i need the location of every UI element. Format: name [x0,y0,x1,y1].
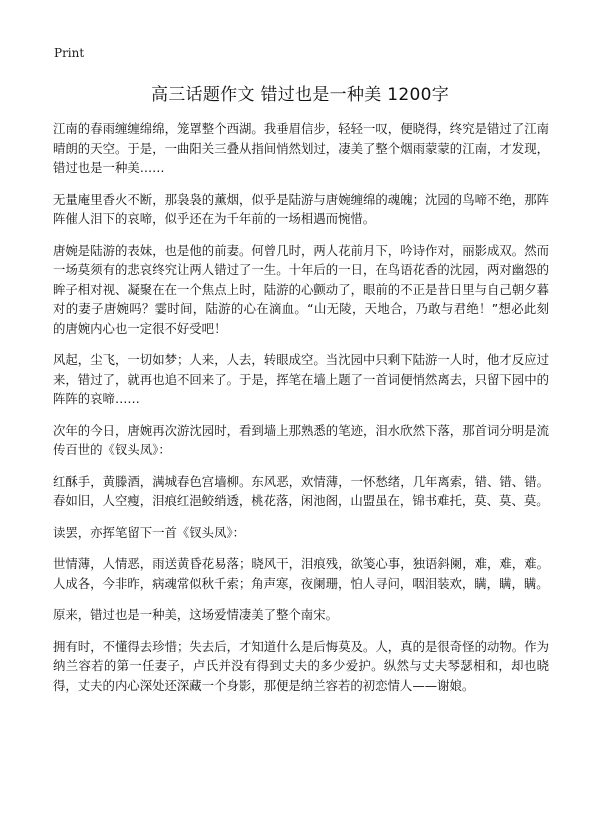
page-title: 高三话题作文 错过也是一种美 1200字 [150,85,450,105]
paragraph: 次年的今日，唐婉再次游沈园时，看到墙上那熟悉的笔迹，泪水欣然下落，那首词分明是流传百世的《钗头凤》： [53,422,549,457]
article-body [53,119,549,707]
paragraph: 读罢，亦挥笔留下一首《钗头凤》： [53,524,246,540]
paragraph: 风起，尘飞，一切如梦；人来，人去，转眼成空。当沈园中只剩下陆游一人时，他才反应过来，错过了，就再也追不回来了。于是，挥笔在墙上题了一首词便悄然离去，只留下园中的阵阵的哀啼…… [53,352,549,406]
print-link[interactable]: Print [54,46,85,60]
poem-paragraph: 世情薄，人情恶，雨送黄昏花易落；晓风干，泪痕残，欲笺心事，独语斜阑，难，难，难。人成各，今非昨，病魂常似秋千索；角声寒，夜阑珊，怕人寻问，咽泪装欢，瞒，瞒，瞒。 [53,556,549,591]
paragraph: 江南的春雨缠缠绵绵，笼罩整个西湖。我垂眉信步，轻轻一叹，便晓得，终究是错过了江南晴朗的天空。于是，一曲阳关三叠从指间悄然划过，凄美了整个烟雨蒙蒙的江南，才发现，错过也是一种美…… [53,121,549,175]
paragraph: 唐婉是陆游的表妹，也是他的前妻。何曾几时，两人花前月下，吟诗作对，丽影成双。然而一场莫须有的悲哀终究让两人错过了一生。十年后的一日，在鸟语花香的沈园，两对幽怨的眸子相对视、凝聚在在一个焦点上时，陆游的心颤动了，眼前的不正是昔日里与自己朝夕暮对的妻子唐婉吗？霎时间，陆游的心在滴血。“山无陵，天地合，乃敢与君绝！”想必此刻的唐婉内心也一定很不好受吧！ [53,242,549,336]
poem-paragraph: 红酥手，黄滕酒，满城春色宫墙柳。东风恶，欢情薄，一怀愁绪，几年离索，错、错、错。春如旧，人空瘦，泪痕红浥鲛绡透，桃花落，闲池阁，山盟虽在，锦书难托，莫、莫、莫。 [53,473,549,508]
paragraph: 无量庵里香火不断，那袅袅的薰烟，似乎是陆游与唐婉缠绵的魂魄；沈园的鸟啼不绝，那阵阵催人泪下的哀啼，似乎还在为千年前的一场相遇而惋惜。 [53,191,549,226]
paragraph: 原来，错过也是一种美，这场爱情凄美了整个南宋。 [53,607,338,622]
paragraph: 拥有时，不懂得去珍惜；失去后，才知道什么是后悔莫及。人，真的是很奇怪的动物。作为纳兰容若的第一任妻子，卢氏并没有得到丈夫的多少爱护。纵然与丈夫琴瑟相和，却也晓得，丈夫的内心深处还深藏一个身影，那便是纳兰容若的初恋情人——谢娘。 [53,638,549,693]
